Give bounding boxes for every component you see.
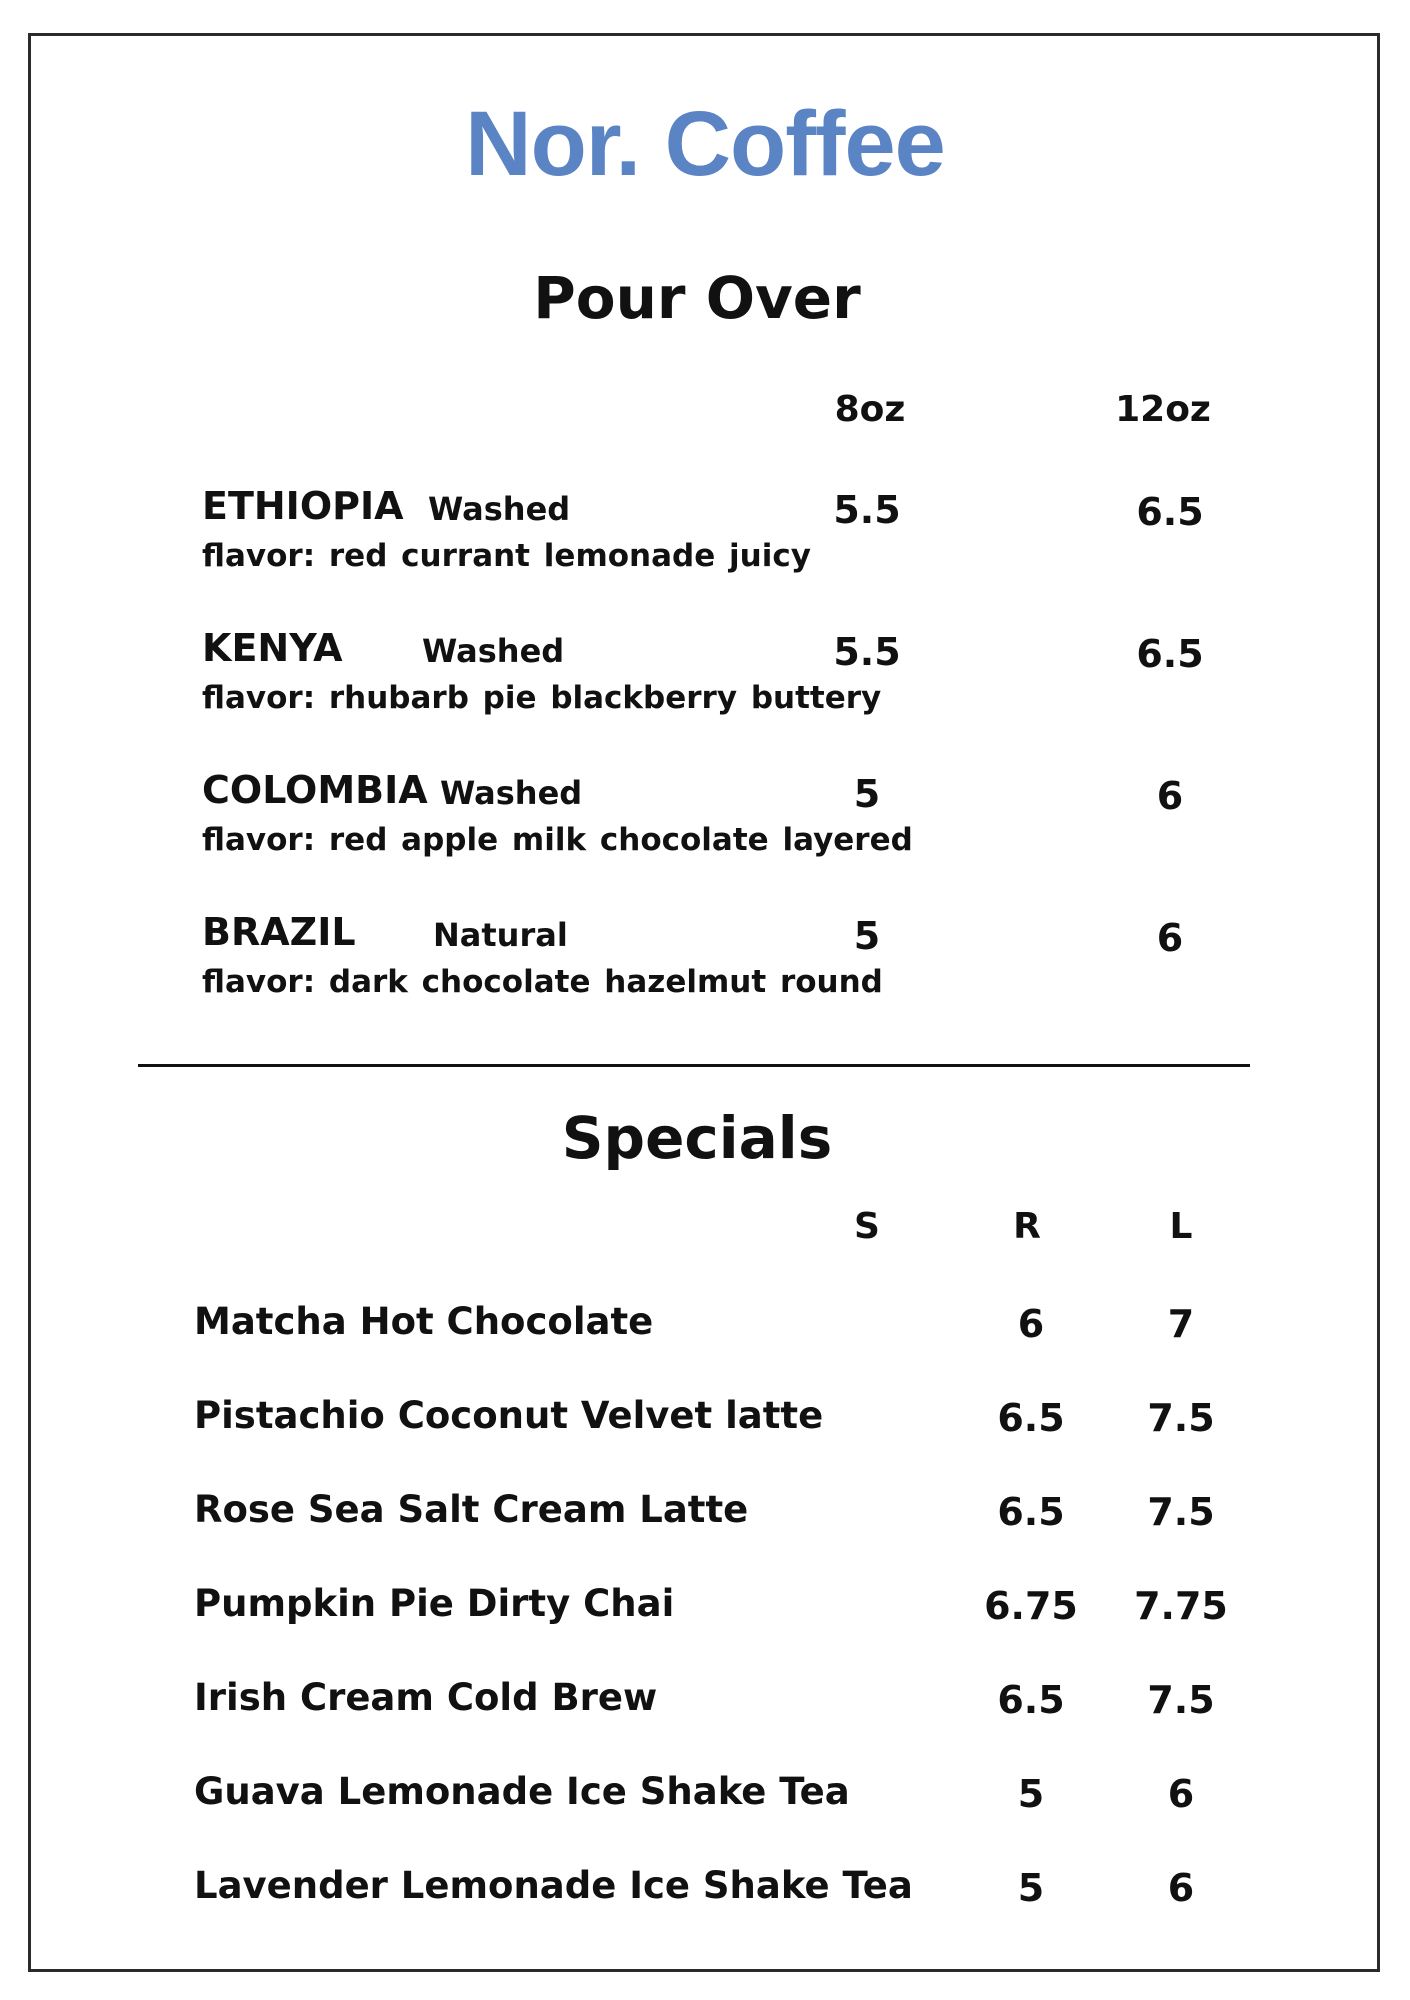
special-price-l: 7.5 (1147, 1396, 1215, 1440)
pour-over-heading: Pour Over (533, 264, 861, 332)
process-brazil: Natural (433, 916, 568, 954)
special-name: Rose Sea Salt Cream Latte (194, 1488, 749, 1531)
price-12oz-kenya: 6.5 (1136, 632, 1204, 676)
flavor-kenya: flavor: rhubarb pie blackberry buttery (202, 680, 882, 716)
origin-brazil: BRAZIL (202, 910, 356, 954)
origin-colombia: COLOMBIA (202, 768, 428, 812)
price-8oz-brazil: 5 (853, 914, 881, 958)
special-price-l: 7.75 (1134, 1584, 1228, 1628)
size-header-12oz: 12oz (1115, 389, 1211, 430)
special-price-r: 5 (1017, 1866, 1045, 1910)
special-price-r: 6.5 (997, 1678, 1065, 1722)
price-8oz-ethiopia: 5.5 (833, 488, 901, 532)
special-price-l: 6 (1167, 1772, 1195, 1816)
origin-ethiopia: ETHIOPIA (202, 484, 404, 528)
special-name: Guava Lemonade Ice Shake Tea (194, 1770, 850, 1813)
size-header-l: L (1169, 1206, 1193, 1247)
brand-title: Nor. Coffee (465, 93, 945, 195)
special-name: Pumpkin Pie Dirty Chai (194, 1582, 675, 1625)
size-header-s: S (854, 1206, 880, 1247)
special-name: Pistachio Coconut Velvet latte (194, 1394, 824, 1437)
special-price-l: 7 (1167, 1302, 1195, 1346)
special-price-r: 6.5 (997, 1490, 1065, 1534)
flavor-brazil: flavor: dark chocolate hazelmut round (202, 964, 883, 1000)
special-price-r: 6.75 (984, 1584, 1078, 1628)
process-kenya: Washed (422, 632, 565, 670)
special-price-r: 6.5 (997, 1396, 1065, 1440)
size-header-r: R (1013, 1206, 1041, 1247)
special-name: Matcha Hot Chocolate (194, 1300, 654, 1343)
flavor-colombia: flavor: red apple milk chocolate layered (202, 822, 913, 858)
specials-heading: Specials (561, 1104, 833, 1172)
flavor-ethiopia: flavor: red currant lemonade juicy (202, 538, 811, 574)
process-ethiopia: Washed (428, 490, 571, 528)
special-price-l: 6 (1167, 1866, 1195, 1910)
special-price-r: 6 (1017, 1302, 1045, 1346)
process-colombia: Washed (440, 774, 583, 812)
price-12oz-colombia: 6 (1156, 774, 1184, 818)
special-name: Irish Cream Cold Brew (194, 1676, 658, 1719)
special-price-l: 7.5 (1147, 1490, 1215, 1534)
price-8oz-kenya: 5.5 (833, 630, 901, 674)
price-8oz-colombia: 5 (853, 772, 881, 816)
special-price-l: 7.5 (1147, 1678, 1215, 1722)
special-name: Lavender Lemonade Ice Shake Tea (194, 1864, 913, 1907)
origin-kenya: KENYA (202, 626, 343, 670)
section-divider (138, 1064, 1250, 1067)
special-price-r: 5 (1017, 1772, 1045, 1816)
price-12oz-ethiopia: 6.5 (1136, 490, 1204, 534)
size-header-8oz: 8oz (834, 389, 906, 430)
price-12oz-brazil: 6 (1156, 916, 1184, 960)
